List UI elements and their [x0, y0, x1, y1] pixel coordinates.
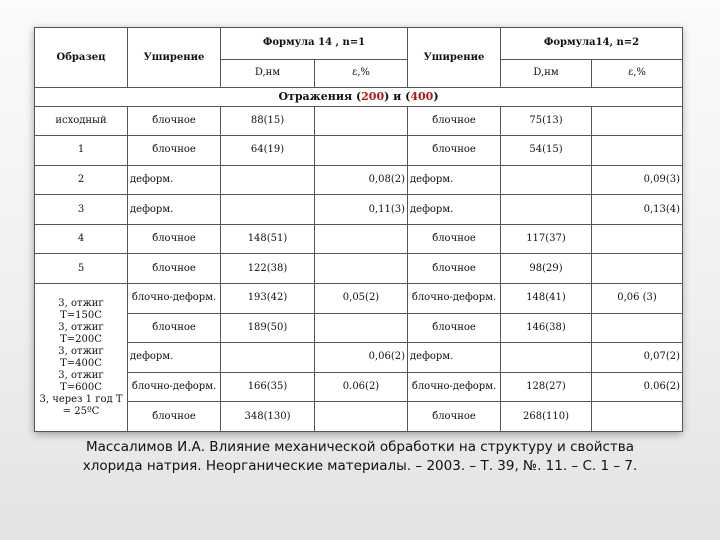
- header-formula-n1: Формула 14 , n=1: [221, 28, 408, 60]
- table-row: 3 деформ. 0,11(3) деформ. 0,13(4): [35, 195, 683, 225]
- table-row: исходный блочное 88(15) блочное 75(13): [35, 106, 683, 136]
- table-row: 4 блочное 148(51) блочное 117(37): [35, 224, 683, 254]
- table-row: блочное 348(130) блочное 268(110): [35, 402, 683, 432]
- table-row: 2 деформ. 0,08(2) деформ. 0,09(3): [35, 165, 683, 195]
- table-row: 1 блочное 64(19) блочное 54(15): [35, 136, 683, 166]
- table-row: блочное 189(50) блочное 146(38): [35, 313, 683, 343]
- citation-line-2: хлорида натрия. Неорганические материалы. – 2003. – Т. 39, №. 11. – С. 1 – 7.: [82, 458, 638, 474]
- reflections-title: Отражения (200) и (400): [35, 88, 683, 106]
- header-d-nm-1: D,нм: [221, 59, 315, 88]
- header-formula-n2: Формула14, n=2: [501, 28, 683, 60]
- reflection-400: 400: [410, 89, 434, 103]
- header-d-nm-2: D,нм: [501, 59, 592, 88]
- header-broadening-2: Уширение: [408, 28, 501, 88]
- table-row: блочно-деформ. 166(35) 0.06(2) блочно-деформ. 128(27) 0.06(2): [35, 372, 683, 402]
- anneal-samples-cell: 3, отжиг Т=150С 3, отжиг Т=200С 3, отжиг Т=400С 3, отжиг Т=600С 3, через 1 год Т = 25ºС: [35, 284, 128, 432]
- header-broadening-1: Уширение: [128, 28, 221, 88]
- table-row: 3, отжиг Т=150С 3, отжиг Т=200С 3, отжиг Т=400С 3, отжиг Т=600С 3, через 1 год Т = 25ºС блочно-деформ. 193(42) 0,05(2) блочно-деформ. 148(41) 0,06 (3): [35, 284, 683, 314]
- reflection-200: 200: [361, 89, 385, 103]
- header-sample: Образец: [35, 28, 128, 88]
- data-table-panel: [34, 27, 682, 432]
- citation-line-1: Массалимов И.А. Влияние механической обработки на структуру и свойства: [85, 439, 635, 455]
- table-row: деформ. 0,06(2) деформ. 0,07(2): [35, 343, 683, 373]
- results-table: [34, 27, 683, 432]
- header-eps-2: ε,%: [592, 59, 683, 88]
- citation: [40, 438, 680, 476]
- header-eps-1: ε,%: [315, 59, 408, 88]
- table-row: 5 блочное 122(38) блочное 98(29): [35, 254, 683, 284]
